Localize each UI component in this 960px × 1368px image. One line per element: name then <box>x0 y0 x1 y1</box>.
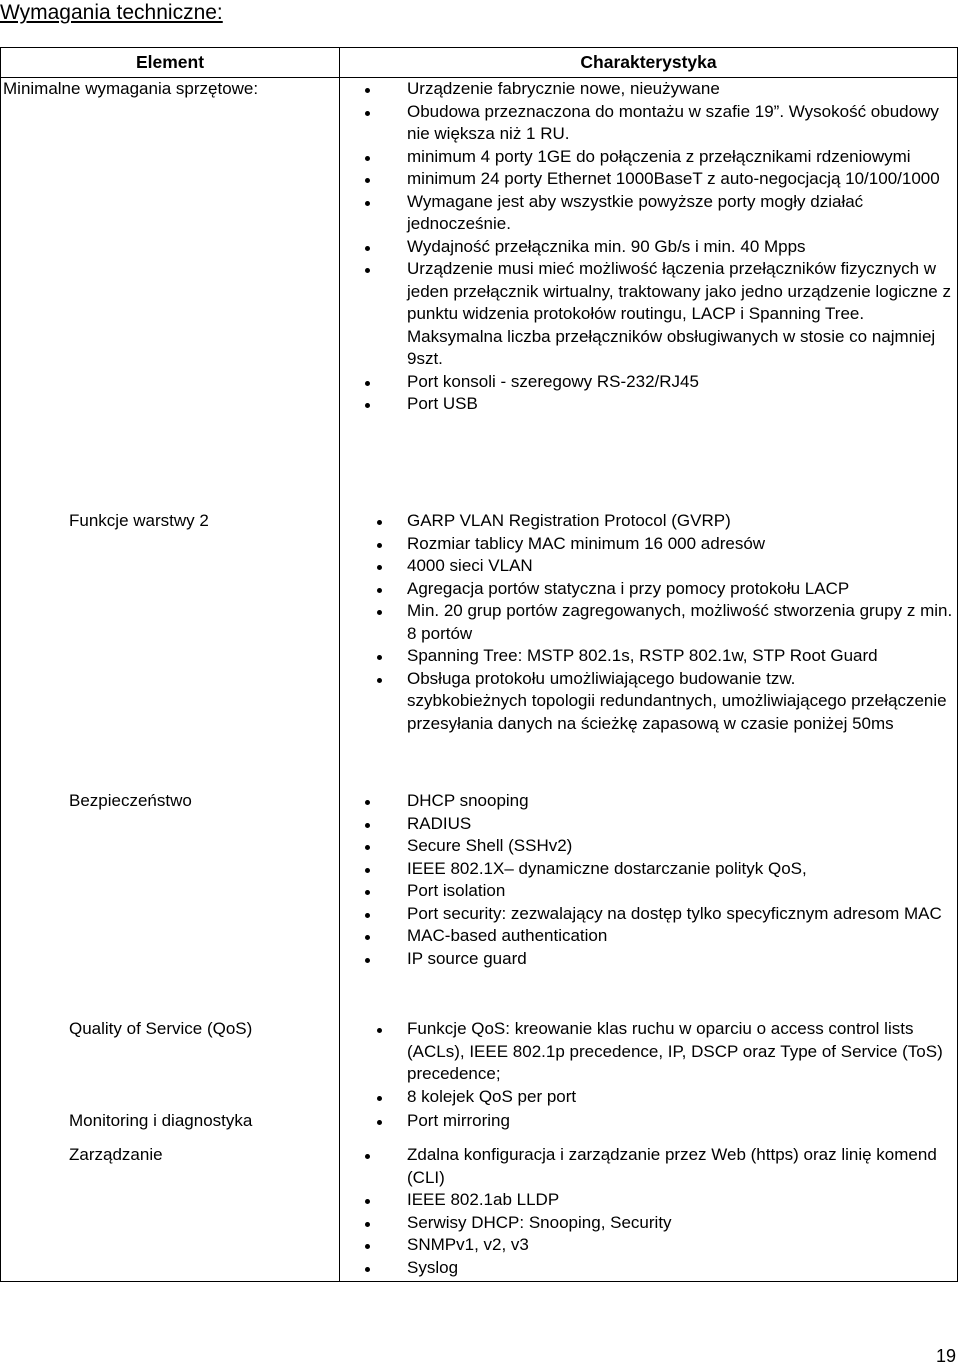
bullet-icon <box>365 823 370 828</box>
element-cell <box>1 1110 340 1144</box>
list-item: szybkobieżnych topologii redundantnych, umożliwiającego przełączenie przesyłania danych na ścieżkę zapasową w czasie poniżej 50ms <box>407 691 947 733</box>
element-label: Funkcje warstwy 2 <box>69 511 209 530</box>
characteristics-cell <box>340 1144 958 1282</box>
bullet-icon <box>365 246 370 251</box>
element-cell <box>1 1018 340 1110</box>
list-item: Secure Shell (SSHv2) <box>340 835 957 858</box>
table-row <box>1 78 958 511</box>
bullet-icon <box>377 588 382 593</box>
list-item: Rozmiar tablicy MAC minimum 16 000 adresów <box>340 533 957 556</box>
characteristics-cell <box>340 510 958 790</box>
page-number: 19 <box>935 1346 956 1366</box>
table-row <box>1 1110 958 1144</box>
bullet-icon <box>365 1154 370 1159</box>
list-item: Spanning Tree: MSTP 802.1s, RSTP 802.1w, STP Root Guard <box>340 645 957 668</box>
list-item: Obudowa przeznaczona do montażu w szafie 19”. Wysokość obudowy nie większa niż 1 RU. <box>340 101 957 146</box>
bullet-icon <box>377 610 382 615</box>
bullet-icon <box>365 800 370 805</box>
bullet-icon <box>377 565 382 570</box>
bullet-icon <box>365 88 370 93</box>
list-item: IEEE 802.1X– dynamiczne dostarczanie polityk QoS, <box>340 858 957 881</box>
characteristics-cell <box>340 1018 958 1110</box>
bullet-icon <box>365 890 370 895</box>
table-row <box>1 1144 958 1282</box>
characteristics-list <box>340 1110 957 1133</box>
characteristics-cell <box>340 78 958 511</box>
bullet-icon <box>365 935 370 940</box>
element-label: Zarządzanie <box>69 1145 163 1164</box>
list-item: DHCP snooping <box>340 790 957 813</box>
list-item: Obsługa protokołu umożliwiającego budowanie tzw. <box>340 668 957 691</box>
characteristics-cell <box>340 1110 958 1144</box>
bullet-icon <box>377 1096 382 1101</box>
list-item: 8 kolejek QoS per port <box>340 1086 957 1109</box>
list-item: Zdalna konfiguracja i zarządzanie przez Web (https) oraz linię komend (CLI) <box>340 1144 957 1189</box>
element-cell <box>1 78 340 511</box>
list-item: minimum 24 porty Ethernet 1000BaseT z auto-negocjacją 10/100/1000 <box>340 168 957 191</box>
list-item: RADIUS <box>340 813 957 836</box>
bullet-icon <box>377 1028 382 1033</box>
list-item: IP source guard <box>340 948 957 971</box>
list-item: MAC-based authentication <box>340 925 957 948</box>
bullet-icon <box>365 868 370 873</box>
characteristics-list <box>340 510 957 735</box>
list-item: Port USB <box>340 393 957 416</box>
page-title: Wymagania techniczne: <box>0 1 223 24</box>
element-cell <box>1 1144 340 1282</box>
list-item: Wymagane jest aby wszystkie powyższe porty mogły działać jednocześnie. <box>340 191 957 236</box>
table-row <box>1 790 958 1018</box>
bullet-icon <box>377 543 382 548</box>
element-label: Bezpieczeństwo <box>69 791 192 810</box>
list-item: Urządzenie musi mieć możliwość łączenia przełączników fizycznych w jeden przełącznik wirtualny, traktowany jako jedno urządzenie logiczne z punktu widzenia protokołów routingu, LACP i Spanning Tree. Maksymalna liczba przełączników obsługiwanych w stosie co najmniej 9szt. <box>340 258 957 371</box>
table-header-row <box>1 48 958 78</box>
characteristics-list <box>340 1144 957 1279</box>
bullet-icon <box>365 156 370 161</box>
bullet-icon <box>377 678 382 683</box>
table-row <box>1 510 958 790</box>
bullet-icon <box>365 178 370 183</box>
bullet-icon <box>365 111 370 116</box>
element-cell <box>1 790 340 1018</box>
table-row <box>1 1018 958 1110</box>
bullet-icon <box>365 381 370 386</box>
bullet-icon <box>365 201 370 206</box>
bullet-icon <box>365 1267 370 1272</box>
characteristics-list <box>340 1018 957 1108</box>
bullet-icon <box>377 655 382 660</box>
list-item: GARP VLAN Registration Protocol (GVRP) <box>340 510 957 533</box>
characteristics-cell <box>340 790 958 1018</box>
bullet-icon <box>365 1199 370 1204</box>
element-label: Quality of Service (QoS) <box>69 1019 253 1038</box>
bullet-icon <box>365 958 370 963</box>
element-label: Minimalne wymagania sprzętowe: <box>3 79 259 98</box>
list-item: Wydajność przełącznika min. 90 Gb/s i min. 40 Mpps <box>340 236 957 259</box>
list-item: Port isolation <box>340 880 957 903</box>
header-element: Element <box>1 48 340 78</box>
bullet-icon <box>365 403 370 408</box>
bullet-icon <box>365 845 370 850</box>
list-item: Agregacja portów statyczna i przy pomocy protokołu LACP <box>340 578 957 601</box>
list-item: Min. 20 grup portów zagregowanych, możliwość stworzenia grupy z min. 8 portów <box>340 600 957 645</box>
bullet-icon <box>365 1244 370 1249</box>
element-label: Monitoring i diagnostyka <box>69 1111 253 1130</box>
header-characteristics: Charakterystyka <box>340 48 958 78</box>
bullet-icon <box>377 1120 382 1125</box>
list-item: Urządzenie fabrycznie nowe, nieużywane <box>340 78 957 101</box>
list-item: IEEE 802.1ab LLDP <box>340 1189 957 1212</box>
characteristics-list <box>340 790 957 970</box>
bullet-icon <box>377 520 382 525</box>
bullet-icon <box>365 913 370 918</box>
list-item: Syslog <box>340 1257 957 1280</box>
list-item: 4000 sieci VLAN <box>340 555 957 578</box>
bullet-icon <box>365 1222 370 1227</box>
bullet-icon <box>365 268 370 273</box>
list-item: Port konsoli - szeregowy RS-232/RJ45 <box>340 371 957 394</box>
list-item: Funkcje QoS: kreowanie klas ruchu w oparciu o access control lists (ACLs), IEEE 802.1p precedence, IP, DSCP oraz Type of Service (ToS) precedence; <box>340 1018 957 1086</box>
characteristics-list <box>340 78 957 416</box>
list-item: Port mirroring <box>340 1110 957 1133</box>
element-cell <box>1 510 340 790</box>
list-item: Serwisy DHCP: Snooping, Security <box>340 1212 957 1235</box>
list-item: minimum 4 porty 1GE do połączenia z przełącznikami rdzeniowymi <box>340 146 957 169</box>
list-item: Port security: zezwalający na dostęp tylko specyficznym adresom MAC <box>340 903 957 926</box>
list-item: SNMPv1, v2, v3 <box>340 1234 957 1257</box>
requirements-table <box>0 47 958 1282</box>
